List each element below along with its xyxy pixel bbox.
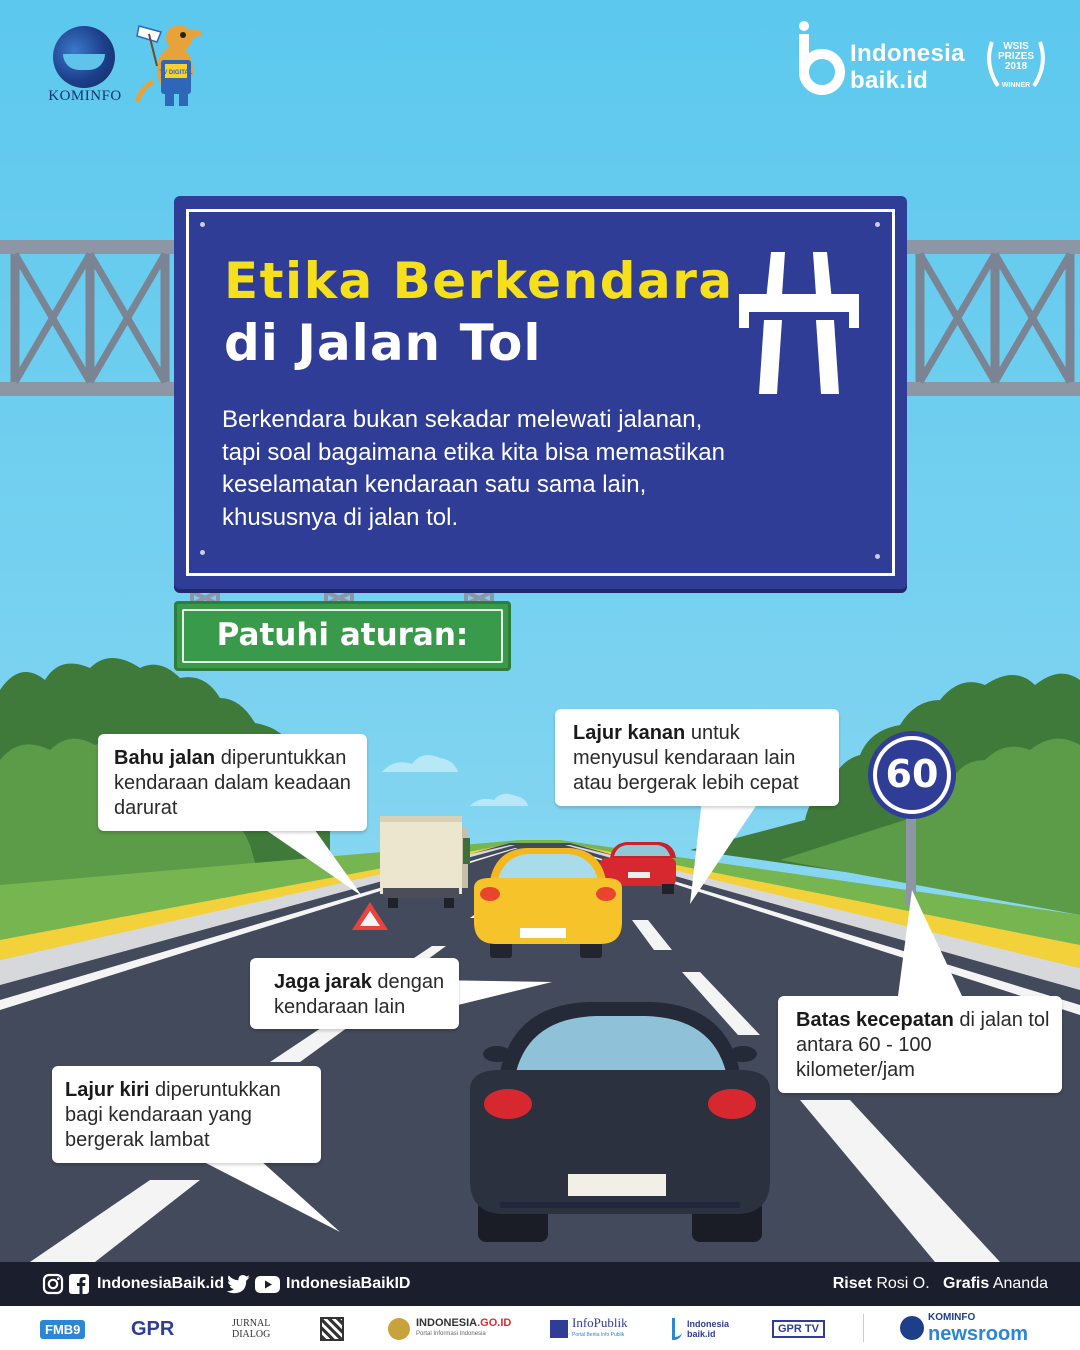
rivet-icon: [200, 222, 205, 227]
brand-line-2: baik.id: [850, 67, 929, 94]
callout-text: diperuntukkan: [149, 1079, 281, 1101]
credits: [833, 1273, 1048, 1295]
instagram-icon[interactable]: [42, 1273, 64, 1295]
title-line-1: Etika Berkendara: [224, 252, 734, 310]
facebook-icon[interactable]: [68, 1273, 90, 1295]
callout-bold: Jaga jarak: [274, 971, 372, 993]
dialog-label: DIALOG: [232, 1329, 271, 1340]
newsroom-icon: [900, 1316, 924, 1340]
award-line-1: WSIS: [1003, 41, 1029, 52]
infopublik-label: InfoPublik: [572, 1315, 628, 1330]
gpr-tv-logo: [772, 1316, 825, 1342]
go-id-label: .GO.ID: [477, 1317, 512, 1329]
callout-text: menyusul kendaraan lain: [573, 747, 796, 769]
sign-pole: [906, 815, 916, 905]
kominfo-label: KOMINFO: [48, 88, 122, 104]
newsroom-label: newsroom: [928, 1323, 1029, 1345]
callout-text: darurat: [114, 797, 178, 819]
riset-name: Rosi O.: [876, 1275, 930, 1292]
fmb9-logo: [40, 1316, 85, 1342]
callout-lajur-kiri: [52, 1066, 321, 1163]
kominfo-newsroom-logo: [900, 1312, 1028, 1344]
award-line-3: 2018: [1004, 61, 1028, 72]
rivet-icon: [875, 222, 880, 227]
intro-line-4: khususnya di jalan tol.: [222, 503, 459, 531]
gantry-left: [0, 240, 176, 396]
brand-line-1: Indonesia: [850, 40, 965, 67]
indonesia-label: INDONESIA: [416, 1317, 478, 1329]
toll-road-icon: [737, 248, 861, 394]
callout-text: kendaraan dalam keadaan: [114, 772, 351, 794]
callout-text: atau bergerak lebih cepat: [573, 772, 799, 794]
footer-divider: [863, 1314, 864, 1342]
section-sign: [174, 601, 511, 671]
indonesia-baik-mark-icon: [796, 20, 846, 96]
callout-text: bergerak lambat: [65, 1129, 210, 1151]
callout-bold: Lajur kiri: [65, 1079, 150, 1101]
intro-text: [222, 404, 782, 534]
grafis-name: Ananda: [992, 1275, 1048, 1292]
truck: [380, 816, 470, 908]
award-line-2: PRIZES: [997, 51, 1035, 62]
footer-social-bar: [0, 1262, 1080, 1306]
youtube-icon[interactable]: [254, 1273, 281, 1295]
callout-bold: Lajur kanan: [573, 722, 686, 744]
social-handle-indonesiabaik-id[interactable]: IndonesiaBaik.id: [97, 1275, 225, 1292]
intro-line-3: keselamatan kendaraan satu sama lain,: [222, 471, 647, 498]
indonesia-baik-small-icon: [672, 1318, 682, 1340]
callout-bold: Batas kecepatan: [796, 1009, 954, 1031]
callout-text: bagi kendaraan yang: [65, 1104, 252, 1126]
gpr-tv-label: GPR TV: [772, 1320, 825, 1338]
wsis-award-badge: [982, 36, 1050, 98]
fmb9-label: FMB9: [40, 1320, 85, 1339]
callout-text: diperuntukkan: [215, 747, 347, 769]
main-road-sign: [174, 196, 907, 589]
jurnal-label: JURNAL: [232, 1318, 271, 1329]
speed-limit-value: 60: [885, 752, 939, 796]
yellow-car: [474, 848, 622, 958]
section-label: Patuhi aturan:: [216, 617, 469, 653]
infopublik-sub: Portal Berita Info Publik: [572, 1332, 625, 1338]
callout-text: kendaraan lain: [274, 996, 406, 1018]
callout-lajur-kanan: [555, 709, 839, 806]
speed-limit-sign: [868, 731, 956, 819]
rivet-icon: [875, 554, 880, 559]
gantry-right: [905, 240, 1080, 396]
dark-car: [470, 1002, 770, 1242]
footer-partner-bar: [0, 1306, 1080, 1350]
gpr-label: GPR: [131, 1317, 175, 1340]
callout-text: untuk: [685, 722, 740, 744]
infopublik-logo: [550, 1316, 628, 1342]
callout-text: kilometer/jam: [796, 1059, 915, 1081]
indonesia-baik-logo: [796, 20, 976, 96]
indonesia-go-id-logo: [388, 1316, 511, 1342]
jurnal-dialog-logo: [232, 1316, 270, 1342]
grafis-label: Grafis: [943, 1275, 990, 1292]
callout-text: antara 60 - 100: [796, 1034, 932, 1056]
award-line-4: WINNER: [1001, 82, 1031, 89]
callout-bahu-jalan: [98, 734, 367, 831]
rivet-icon: [200, 550, 205, 555]
intro-line-2: tapi soal bagaimana etika kita bisa memastikan: [222, 438, 725, 466]
title-line-2: di Jalan Tol: [224, 314, 542, 372]
svg-text:TV DIGITAL: TV DIGITAL: [159, 70, 193, 76]
riset-label: Riset: [832, 1275, 872, 1292]
intro-line-1: Berkendara bukan sekadar melewati jalanan,: [222, 406, 703, 433]
newsroom-top-label: KOMINFO: [928, 1312, 976, 1323]
kominfo-emblem-icon: [53, 26, 115, 88]
callout-bold: Bahu jalan: [114, 747, 216, 769]
callout-text: dengan: [371, 971, 445, 993]
infopublik-icon: [550, 1320, 568, 1338]
callout-text: di jalan tol: [953, 1009, 1050, 1031]
twitter-icon[interactable]: [227, 1273, 251, 1295]
ib-small-2: baik.id: [687, 1329, 716, 1339]
gpr-logo: [131, 1316, 174, 1342]
social-handle-indonesiabaikid[interactable]: IndonesiaBaikID: [286, 1275, 411, 1292]
indonesia-baik-small-logo: [672, 1316, 729, 1342]
callout-batas-kecepatan: [778, 996, 1062, 1093]
kominfo-logo: [40, 22, 135, 112]
callout-jaga-jarak: [250, 958, 459, 1029]
qr-logo-icon: [320, 1316, 344, 1342]
tv-digital-mascot-icon: [135, 22, 207, 108]
garuda-icon: [388, 1318, 410, 1340]
indonesia-go-sub: Portal Informasi Indonesia: [416, 1331, 486, 1337]
ib-small-1: Indonesia: [687, 1319, 730, 1329]
